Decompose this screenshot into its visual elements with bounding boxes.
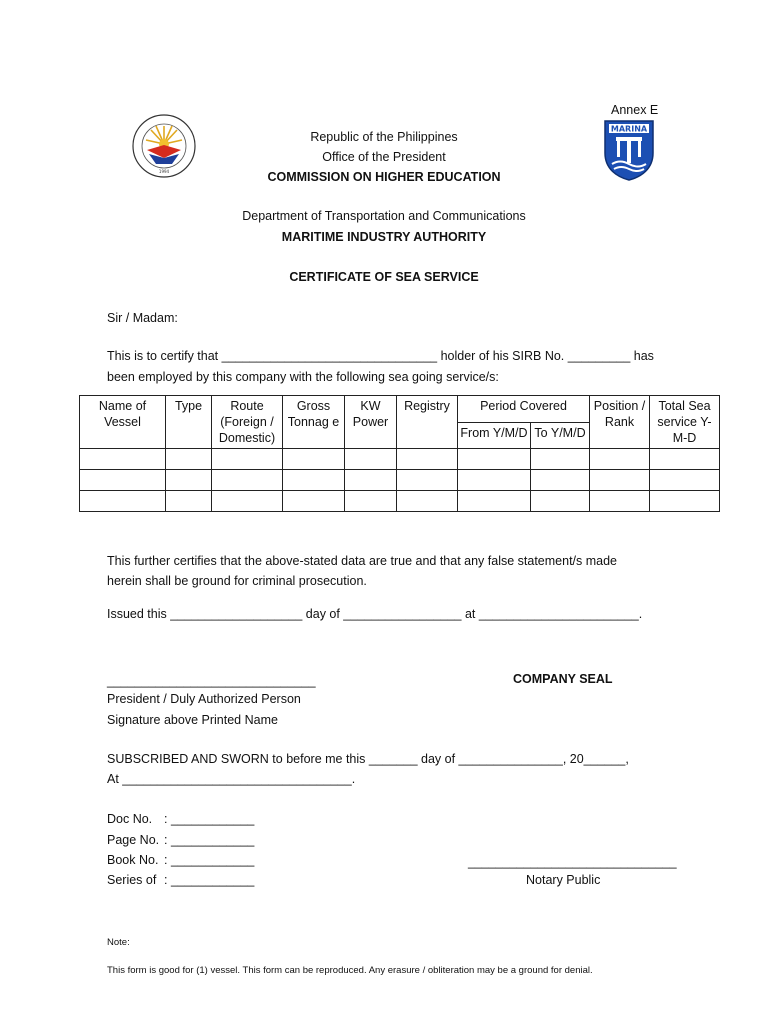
salutation: Sir / Madam: [107,311,178,325]
col-header-type: Type [166,396,212,449]
signature-label-1: President / Duly Authorized Person [107,692,301,706]
header-republic: Republic of the Philippines [310,130,458,144]
table-cell[interactable] [590,491,650,512]
doc-no-field[interactable]: : ____________ [164,812,255,826]
table-cell[interactable] [397,491,458,512]
table-cell[interactable] [166,449,212,470]
table-cell[interactable] [650,449,720,470]
table-cell[interactable] [166,491,212,512]
issued-line: Issued this ___________________ day of _________________ at _______________________. [107,607,643,621]
signature-label-2: Signature above Printed Name [107,713,278,727]
col-header-from: From Y/M/D [458,422,531,449]
table-cell[interactable] [458,470,531,491]
further-line-2: herein shall be ground for criminal prosecution. [107,574,367,588]
table-row [80,491,720,512]
table-cell[interactable] [458,449,531,470]
table-cell[interactable] [345,470,397,491]
notary-public-label: Notary Public [526,873,601,887]
header-ched: COMMISSION ON HIGHER EDUCATION [267,170,501,184]
table-row [80,470,720,491]
sea-service-table [79,395,720,512]
table-cell[interactable] [283,470,345,491]
company-seal-label: COMPANY SEAL [513,672,613,686]
table-cell[interactable] [397,470,458,491]
table-cell[interactable] [212,449,283,470]
sworn-line-1: SUBSCRIBED AND SWORN to before me this _______ day of _______________, 20______, [107,752,629,766]
col-header-name: Name of Vessel [80,396,166,449]
col-header-route: Route (Foreign / Domestic) [212,396,283,449]
annex-label: Annex E [611,103,659,117]
table-cell[interactable] [590,470,650,491]
signature-line[interactable]: ______________________________ [107,674,316,688]
ched-year-text: 1994 [158,169,170,174]
table-cell[interactable] [345,449,397,470]
further-line-1: This further certifies that the above-stated data are true and that any false statement/s made [107,554,618,568]
header-dotc: Department of Transportation and Communications [242,209,526,223]
table-cell[interactable] [283,449,345,470]
table-cell[interactable] [212,470,283,491]
marina-logo [603,119,655,181]
table-cell[interactable] [590,449,650,470]
marina-logo-text: MARINA [610,124,648,134]
marina-shield-icon [603,119,655,181]
col-header-kw: KW Power [345,396,397,449]
table-row [80,449,720,470]
table-cell[interactable] [531,491,590,512]
col-header-registry: Registry [397,396,458,449]
table-cell[interactable] [212,491,283,512]
col-header-position: Position / Rank [590,396,650,449]
col-header-total: Total Sea service Y-M-D [650,396,720,449]
table-cell[interactable] [80,491,166,512]
col-header-gross: Gross Tonnag e [283,396,345,449]
notary-signature-line[interactable]: ______________________________ [468,855,677,869]
page-title: CERTIFICATE OF SEA SERVICE [289,270,479,284]
header-office: Office of the President [322,150,446,164]
page-no-label: Page No. [107,833,160,847]
table-cell[interactable] [166,470,212,491]
table-cell[interactable] [531,470,590,491]
table-cell[interactable] [80,470,166,491]
certify-line-2: been employed by this company with the following sea going service/s: [107,370,499,384]
table-cell[interactable] [650,470,720,491]
table-cell[interactable] [458,491,531,512]
table-cell[interactable] [345,491,397,512]
book-no-label: Book No. [107,853,159,867]
certify-line-1: This is to certify that _______________________________ holder of his SIRB No. _________ has [107,349,654,363]
page-no-field[interactable]: : ____________ [164,833,255,847]
table-cell[interactable] [531,449,590,470]
table-cell[interactable] [80,449,166,470]
col-header-period: Period Covered [458,396,590,423]
table-cell[interactable] [397,449,458,470]
doc-no-label: Doc No. [107,812,153,826]
note-text: This form is good for (1) vessel. This form can be reproduced. Any erasure / obliteration may be a ground for denial. [107,965,593,976]
book-no-field[interactable]: : ____________ [164,853,255,867]
note-label: Note: [107,937,130,948]
series-of-field[interactable]: : ____________ [164,873,255,887]
sworn-line-2: At _________________________________. [107,772,356,786]
series-of-label: Series of [107,873,157,887]
col-header-to: To Y/M/D [531,422,590,449]
table-cell[interactable] [650,491,720,512]
header-marina: MARITIME INDUSTRY AUTHORITY [281,230,487,244]
table-cell[interactable] [283,491,345,512]
